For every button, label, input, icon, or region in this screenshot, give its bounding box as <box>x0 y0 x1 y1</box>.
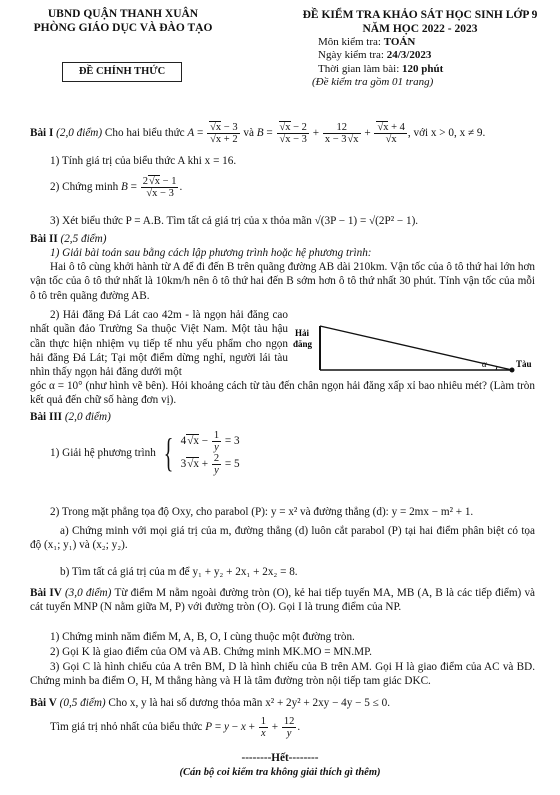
department-name: PHÒNG GIÁO DỤC VÀ ĐÀO TẠO <box>33 21 213 34</box>
problem-3-q2b: b) Tìm tất cả giá trị của m để y₁ + y₂ + 2x₁ + 2x₂ = 8. <box>60 566 298 578</box>
official-badge: ĐỀ CHÍNH THỨC <box>62 62 182 82</box>
end-marker: --------Hết-------- <box>241 752 319 764</box>
figure-angle-label: α <box>482 359 487 369</box>
problem-5-statement: Bài V (0,5 điểm) Cho x, y là hai số dương thỏa mãn x² + 2y² + 2xy − 4y − 5 ≤ 0. <box>30 697 390 709</box>
subject-line: Môn kiểm tra: TOÁN <box>318 36 416 49</box>
lighthouse-figure <box>292 318 542 378</box>
exam-title: ĐỀ KIỂM TRA KHẢO SÁT HỌC SINH LỚP 9 <box>302 9 538 21</box>
header-left <box>18 8 228 36</box>
problem-5-question: Tìm giá trị nhỏ nhất của biểu thức P = y − x + $\frac{1}{x}$ + $\frac{12}{y}$ . <box>50 716 301 740</box>
problem-4-q2: 2) Gọi K là giao điểm của OM và AB. Chứng minh MK.MO = MN.MP. <box>50 646 372 658</box>
ship-point <box>510 368 515 373</box>
problem-4-statement: Bài IV (3,0 điểm) Từ điểm M nằm ngoài đường tròn (O), kẻ hai tiếp tuyến MA, MB (A, B là các tiếp điểm) và cát tuyến MNP (N nằm giữa M, P) với đường tròn (O). Gọi I là trung điểm của NP. <box>30 587 535 614</box>
duration-line: Thời gian làm bài: 120 phút <box>318 62 444 75</box>
date-line: Ngày kiểm tra: 24/3/2023 <box>318 49 432 62</box>
figure-ship-label: Tàu <box>516 359 532 369</box>
header-right <box>296 8 544 90</box>
problem-2-heading: Bài II (2,5 điểm) <box>30 233 107 245</box>
equation-system: 4√x − $\frac{1}{y}$ = 3 3√x + $\frac{2}{y}$ = 5 <box>180 430 240 477</box>
problem-1-statement: Bài I (2,0 điểm) Cho hai biểu thức A = $\frac{√x - 3}{√x + 2}$ và B = $\frac{√x - 2}{√x - 3}$ + $\frac{12}{x - 3√x}$ + $\frac{√x + 4}{√x}$ , với x > 0, x ≠ 9. <box>30 122 486 146</box>
pages-note: (Đề kiểm tra gồm 01 trang) <box>312 76 434 89</box>
district-name: UBND QUẬN THANH XUÂN <box>47 8 199 20</box>
problem-1-q2: 2) Chứng minh B = $\frac{2√x - 1}{√x - 3}$ . <box>50 176 183 200</box>
figure-lighthouse-label: Hải đăng <box>293 328 313 349</box>
problem-2-q2-text: 2) Hải đăng Đá Lát cao 42m - là ngọn hải đăng cao nhất quần đảo Trường Sa thuộc Việt Nam. Một tàu hậu cần thực hiện nhiệm vụ tiếp tế nhu yếu phẩm cho ngọn hải đăng Đá Lát; Tại một điểm dừng nghỉ, người lái tàu nhìn thấy ngọn hải đăng dưới một <box>30 309 288 379</box>
problem-3-heading: Bài III (2,0 điểm) <box>30 411 111 423</box>
problem-2-q1-title: 1) Giải bài toán sau bằng cách lập phương trình hoặc hệ phương trình: <box>50 247 372 259</box>
problem-1-q1: 1) Tính giá trị của biểu thức A khi x = 16. <box>50 155 237 167</box>
school-year: NĂM HỌC 2022 - 2023 <box>362 23 478 36</box>
problem-3-q1: 1) Giải hệ phương trình { 4√x − $\frac{1}{y}$ = 3 3√x + $\frac{2}{y}$ = 5 <box>50 430 240 477</box>
problem-2-q1-text: Hai ô tô cùng khởi hành từ A để đi đến B trên quãng đường AB dài 210km. Vận tốc của ô tô thứ hai lớn hơn vận tốc của ô tô thứ nhất là 10km/h nên ô tô thứ hai đến B sớm hơn ô tô thứ nhất 30 phút. Tính vận tốc của mỗi ô tô trên quãng đường AB. <box>30 261 535 302</box>
problem-3-q2: 2) Trong mặt phẳng tọa độ Oxy, cho parabol (P): y = x² và đường thẳng (d): y = 2mx − m² + 1. <box>50 506 474 518</box>
problem-4-q3: 3) Gọi C là hình chiếu của A trên BM, D là hình chiếu của B trên AM. Gọi H là giao điểm của AC và BD. Chứng minh ba điểm O, H, M thẳng hàng và H là tâm đường tròn nội tiếp tam giác DKC. <box>30 661 535 688</box>
problem-2-q2-text-2: góc α = 10° (như hình vẽ bên). Hỏi khoảng cách từ tàu đến chân ngọn hải đăng xấp xỉ bao nhiêu mét? (Làm tròn kết quả đến chữ số hàng đơn vị). <box>30 380 535 407</box>
problem-3-q2a: a) Chứng minh với mọi giá trị của m, đường thẳng (d) luôn cắt parabol (P) tại hai điểm phân biệt có tọa độ (x₁; y₁) và (x₂; y₂). <box>30 525 535 552</box>
problem-4-q1: 1) Chứng minh năm điểm M, A, B, O, I cùng thuộc một đường tròn. <box>50 631 355 643</box>
footer-note: (Cán bộ coi kiểm tra không giải thích gì thêm) <box>179 767 381 778</box>
problem-1-q3: 3) Xét biểu thức P = A.B. Tìm tất cả giá trị của x thỏa mãn √(3P − 1) = √(2P² − 1). <box>50 215 419 227</box>
